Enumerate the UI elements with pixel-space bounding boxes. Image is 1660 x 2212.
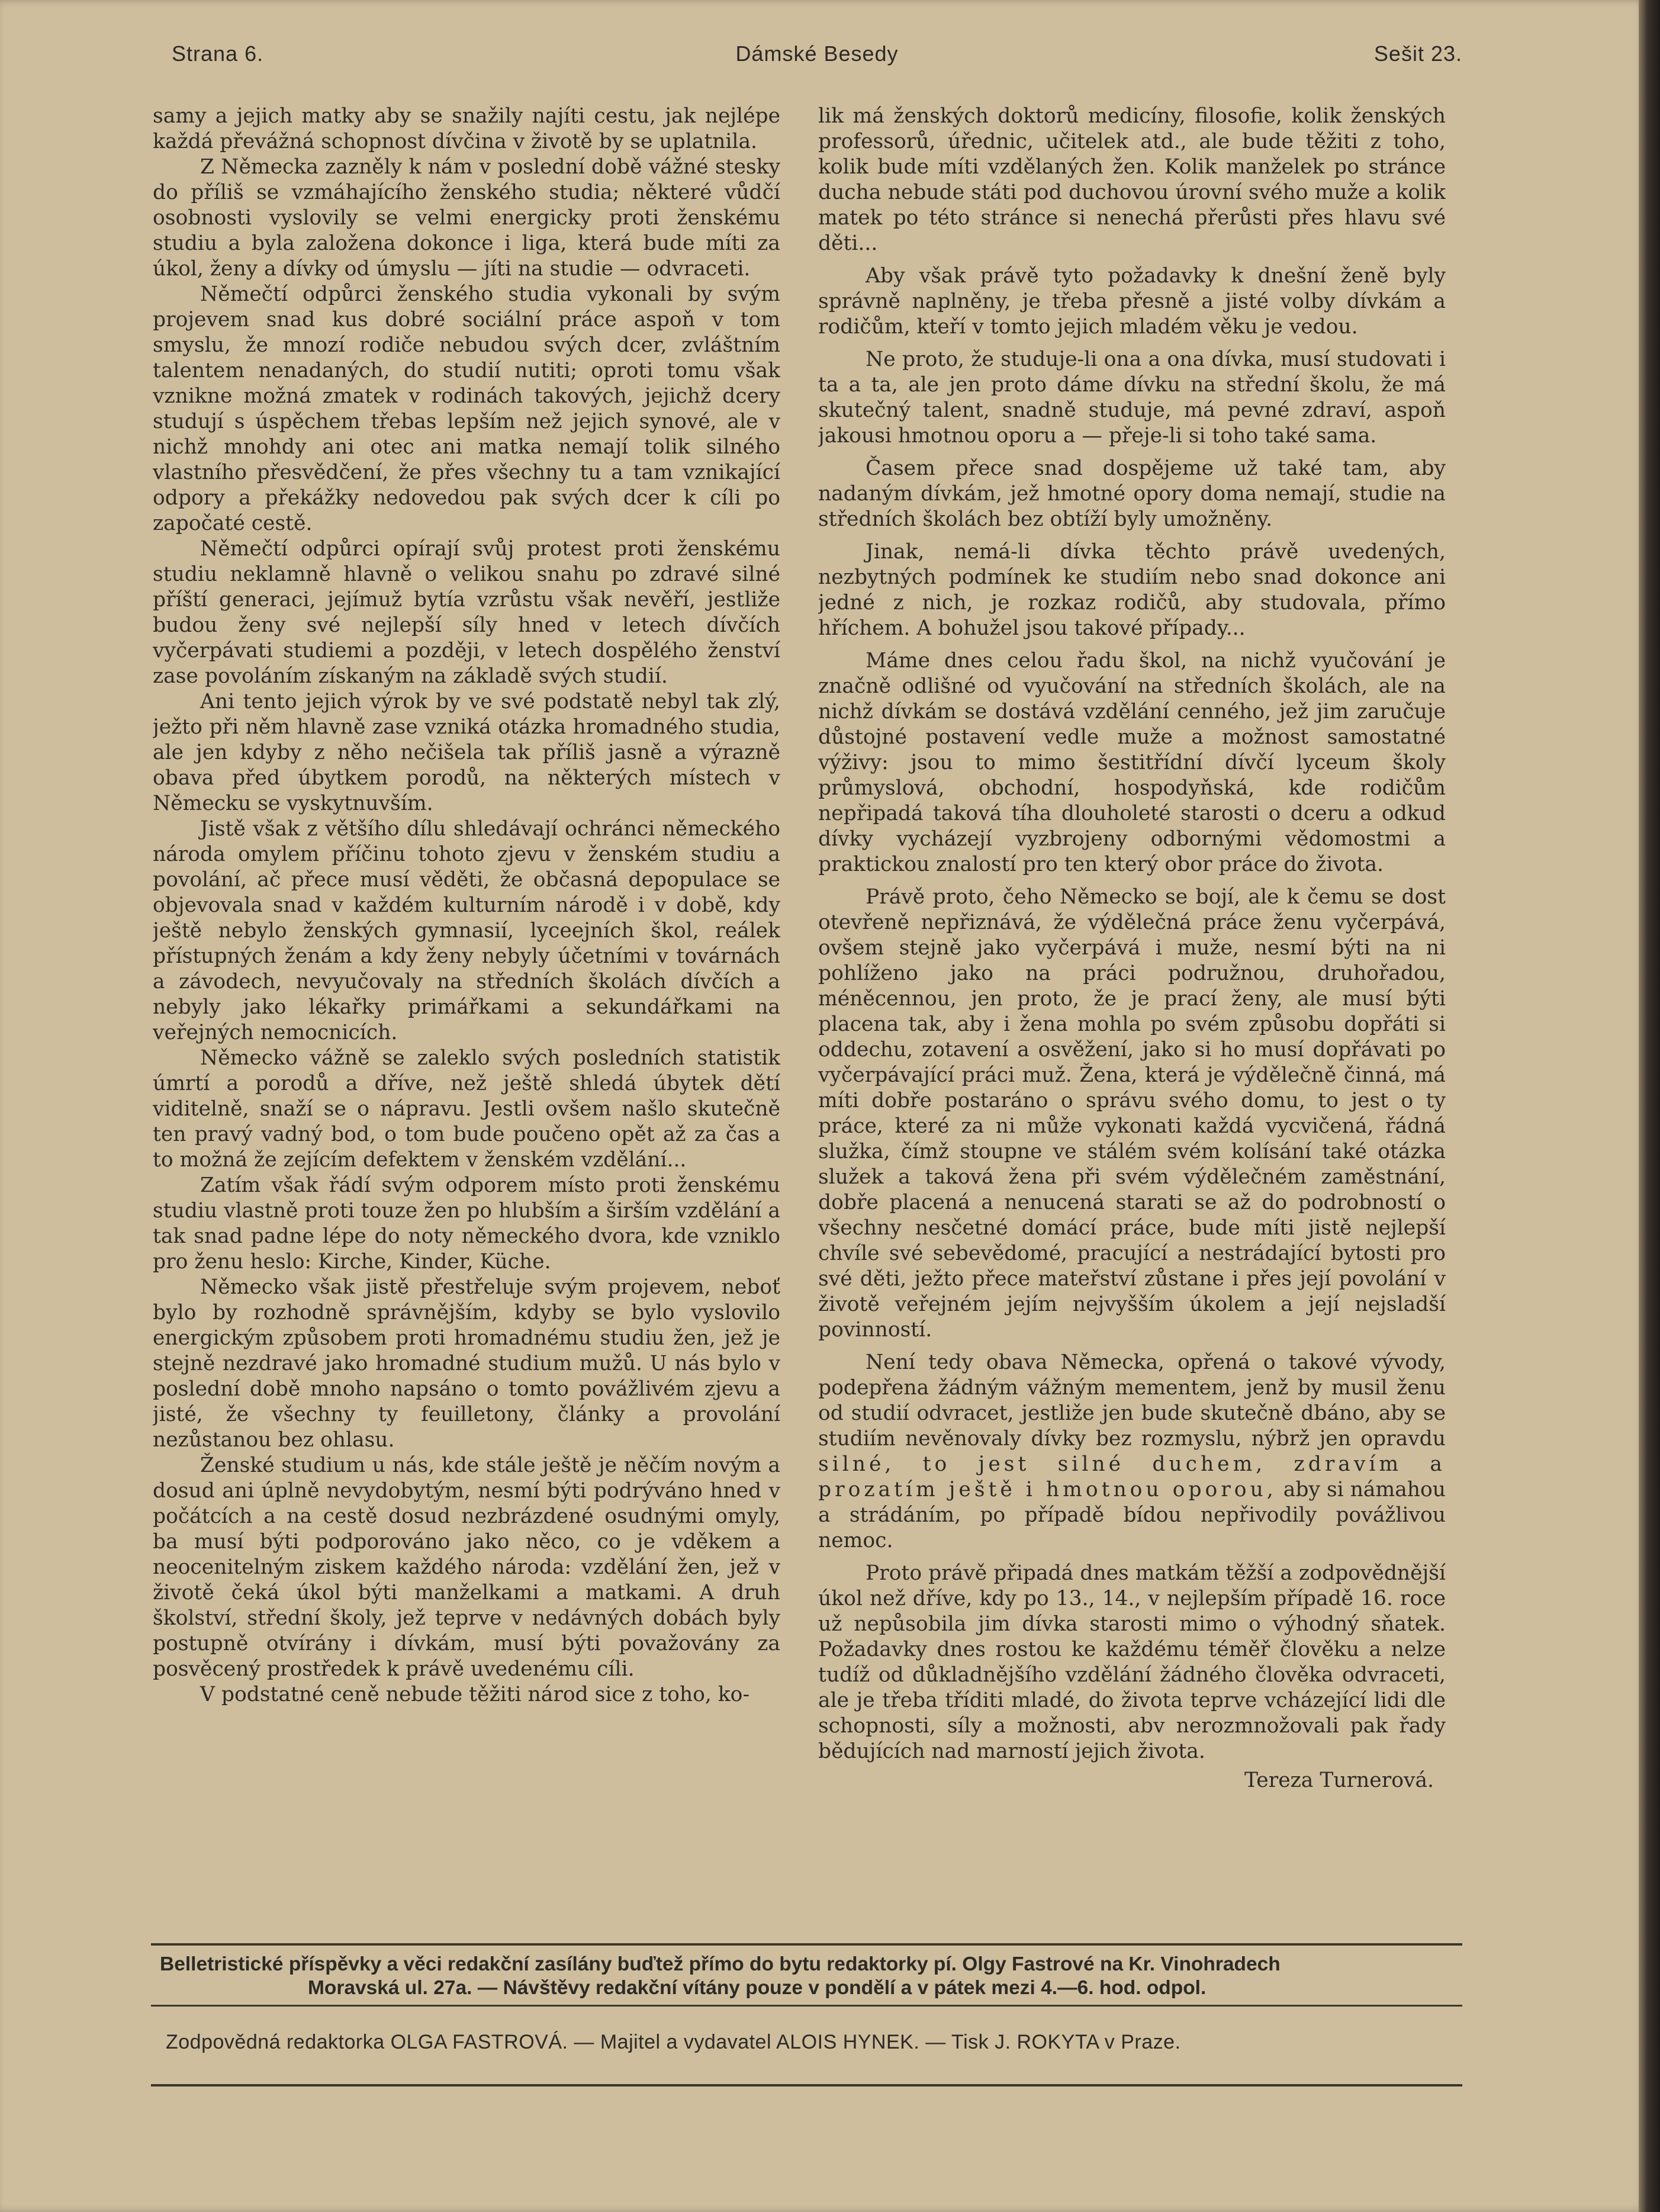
paragraph bbox=[818, 1350, 1446, 1554]
notice-line: Belletristické příspěvky a věci redakční zasílány buďtež přímo do bytu redaktorky pí. Olgy Fastrové na Kr. Vinohradech bbox=[160, 1953, 1281, 1975]
paragraph: Zatím však řádí svým odporem místo proti ženskému studiu vlastně proti touze žen po hlubším a širším vzdělání a tak snad padne lépe do noty německého dvora, kde vzniklo pro ženu heslo: Kirche, Kinder, Küche. bbox=[153, 1173, 780, 1274]
page-header bbox=[172, 41, 1462, 77]
paragraph: Jinak, nemá-li dívka těchto právě uvedených, nezbytných podmínek ke studiím nebo snad dokonce ani jedné z nich, je rozkaz rodičů, aby studovala, přímo hříchem. A bohužel jsou takové případy... bbox=[818, 540, 1446, 640]
page-edge-shadow bbox=[1639, 0, 1660, 2212]
paragraph: Německo vážně se zaleklo svých posledních statistik úmrtí a porodů a dříve, než ještě shledá úbytek dětí viditelně, snaží se o nápravu. Jestli ovšem našlo skutečně ten pravý vadný bod, o tom bude poučeno opět až za čas a to možná že zejícím defektem v ženském vzdělání... bbox=[153, 1046, 780, 1172]
notice-line: Moravská ul. 27a. — Návštěvy redakční vítány pouze v pondělí a v pátek mezi 4.—6. hod. odpol. bbox=[308, 1977, 1207, 1999]
divider bbox=[151, 2005, 1462, 2007]
paragraph: Proto právě připadá dnes matkám těžší a zodpovědnější úkol než dříve, kdy po 13., 14., v nejlepším případě 16. roce už nepůsobila jim dívka starosti mimo o výhodný sňatek. Požadavky dnes rostou ke každému téměř člověku a nelze tudíž od důkladnějšího vzdělání žádného člověka odvraceti, ale je třeba tříditi mladé, do života teprve vcházející lidi dle schopnosti, síly a možnosti, abv nerozmnožovali pak řady bědujících nad marností jejich života. bbox=[818, 1561, 1446, 1763]
magazine-title: Dámské Besedy bbox=[735, 41, 899, 66]
divider bbox=[151, 2084, 1462, 2086]
paragraph: Jistě však z většího dílu shledávají ochránci německého národa omylem příčinu tohoto zjevu v ženském studiu a povolání, ač přece musí věděti, že občasná depopulace se objevovala snad v každém kulturním národě i v době, kdy ještě nebylo ženských gymnasií, lyceejních škol, reálek přístupných ženám a kdy ženy nebyly účetními v továrnách a závodech, nevyučovaly na středních školách dívčích a nebyly jako lékařky primářkami a sekundářkami na veřejných nemocnicích. bbox=[153, 817, 780, 1044]
divider bbox=[151, 1943, 1462, 1946]
issue-number: Sešit 23. bbox=[1373, 41, 1462, 66]
paragraph-text: Není tedy obava Německa, opřená o takové vývody, podepřena žádným vážným mementem, jenž by musil ženu od studií odvracet, jestliže jen bude skutečně dbáno, aby se studiím nevěnovaly dívky bez rozmyslu, nýbrž jen opravdu bbox=[818, 1351, 1446, 1451]
paragraph: V podstatné ceně nebude těžiti národ sice z toho, ko- bbox=[200, 1683, 750, 1706]
author-signature: Tereza Turnerová. bbox=[1244, 1769, 1434, 1792]
paragraph: Máme dnes celou řadu škol, na nichž vyučování je značně odlišné od vyučování na středních školách, ale na nichž dívkám se dostává vzdělání cenného, jež jim zaručuje důstojné postavení vedle muže a možnost samostatné výživy: jsou to mimo šestitřídní dívčí lyceum školy průmyslová, obchodní, hospodyňská, kde rodičům nepřipadá taková tíha dlouholeté starosti o dceru a odkud dívky vycházejí vyzbrojeny odbornými vědomostmi a praktickou znalostí pro ten který obor práce do života. bbox=[818, 649, 1446, 876]
paragraph: Právě proto, čeho Německo se bojí, ale k čemu se dost otevřeně nepřiznává, že výdělečná práce ženu vyčerpává, ovšem stejně jako vyčerpává i muže, nesmí býti na ni pohlíženo jako na práci podružnou, druhořadou, méněcennou, jen proto, že je prací ženy, ale musí býti placena tak, aby i žena mohla po svém způsobu dopřáti si oddechu, zotavení a osvěžení, jako si ho musí dopřávati po vyčerpávající práci muž. Žena, která je výdělečně činná, má míti dobře postaráno o správu svého domu, to jest o ty práce, které za ni může vykonati každá vycvičená, řádná služka, čímž stoupne ve stálém svém kolísání také otázka služek a taková žena při svém výdělečném zaměstnání, dobře placená a nenucená starati se až do podrobností o všechny nesčetné domácí práce, bude míti jistě nejlepší chvíle své sebevědomé, pracující a nestrádající bytosti pro své děti, ježto přece mateřství zůstane i přes její povolání v životě veřejném jejím nejvyšším úkolem a její nejsladší povinností. bbox=[818, 885, 1446, 1342]
paragraph: Aby však právě tyto požadavky k dnešní ženě byly správně naplněny, je třeba přesně a jisté volby dívkám a rodičům, kteří v tomto jejich mladém věku je vedou. bbox=[818, 264, 1446, 339]
paragraph: Němečtí odpůrci opírají svůj protest proti ženskému studiu neklamně hlavně o velikou snahu po zdravé silné příští generaci, jejímuž bytía vzrůstu však nevěří, jestliže budou ženy své nejlepší síly hned v letech dívčích vyčerpávati studiemi a později, v letech dospělého ženství zase povoláním získaným na základě svých studií. bbox=[153, 537, 780, 688]
paragraph: Německo však jistě přestřeluje svým projevem, neboť bylo by rozhodně správnějším, kdyby se bylo vyslovilo energickým způsobem proti hromadnému studiu žen, jež je stejně nezdravé jako hromadné studium mužů. U nás bylo v poslední době mnoho napsáno o tomto povážlivém zjevu a jisté, že všechny ty feuilletony, články a provolání nezůstanou bez ohlasu. bbox=[153, 1275, 780, 1452]
paragraph: Ženské studium u nás, kde stále ještě je něčím novým a dosud ani úplně nevydobytým, nesmí býti podrýváno hned v počátcích a na cestě dosud nezbrázdené osudnými omyly, ba musí býti podporováno jako něco, co je vděkem a neocenitelným ziskem každého národa: vzdělání žen, jež v životě čeká úkol býti manželkami a matkami. A druh školství, střední školy, jež teprve v nedávných dobách byly postupně otvírány i dívkám, musí býti považovány za posvěcený prostředek k právě uvedenému cíli. bbox=[153, 1454, 780, 1681]
paragraph: samy a jejich matky aby se snažily najíti cestu, jak nejlépe každá převážná schopnost dívčina v životě by se uplatnila. bbox=[153, 104, 780, 153]
paragraph: Ani tento jejich výrok by ve své podstatě nebyl tak zlý, ježto při něm hlavně zase vzniká otázka hromadného studia, ale jen kdyby z něho nečišela tak příliš jasně a výrazně obava před úbytkem porodů, na některých místech v Německu se vyskytnuvším. bbox=[153, 690, 780, 815]
paragraph: Časem přece snad dospějeme už také tam, aby nadaným dívkám, jež hmotné opory doma nemají, studie na středních školách bez obtíží byly umožněny. bbox=[818, 456, 1446, 531]
paragraph: Němečtí odpůrci ženského studia vykonali by svým projevem snad kus dobré sociální práce aspoň v tom smyslu, že mnozí rodiče nebudou svých dcer, zvláštním talentem nenadaných, do studií nutiti; oproti tomu však vznikne možná zmatek v rodinách takových, jejichž dcery studují s úspěchem třebas lepším než jejich synové, ale v nichž mnohdy ani otec ani matka nemají tolik silného vlastního přesvědčení, že přes všechny tu a tam vznikající odpory a překážky nedovedou pak svých dcer k cíli po započaté cestě. bbox=[153, 282, 780, 535]
imprint: Zodpovědná redaktorka OLGA FASTROVÁ. — Majitel a vydavatel ALOIS HYNEK. — Tisk J. ROKYTA v Praze. bbox=[166, 2031, 1181, 2053]
paragraph: Z Německa zazněly k nám v poslední době vážné stesky do příliš se vzmáhajícího ženského studia; některé vůdčí osobnosti vyslovily se velmi energicky proti ženskému studiu a byla založena dokonce i liga, která bude míti za úkol, ženy a dívky od úmyslu — jíti na studie — odvraceti. bbox=[153, 155, 780, 281]
left-column bbox=[153, 104, 780, 1915]
paragraph: Ne proto, že studuje-li ona a ona dívka, musí studovati i ta a ta, ale jen proto dáme dívku na střední školu, že má skutečný talent, snadně studuje, má pevné zdraví, aspoň jakousi hmotnou oporu a — přeje-li si toho také sama. bbox=[818, 348, 1446, 448]
paragraph-text: aby si námahou a strádáním, po případě bídou nepřivodily povážlivou nemoc. bbox=[818, 1478, 1446, 1552]
page-number: Strana 6. bbox=[172, 41, 264, 66]
editorial-notice bbox=[160, 1953, 1462, 2000]
emphasized-text: silné, to jest silné duchem, zdravím a prozatím ještě i hmotnou oporou, bbox=[818, 1452, 1446, 1502]
paragraph: lik má ženských doktorů medicíny, filosofie, kolik ženských professorů, úřednic, učitelek atd., ale bude těžiti z toho, kolik bude míti vzdělaných žen. Kolik manželek po stránce ducha nebude státi pod duchovou úrovní svého muže a kolik matek po této stránce si nenechá přerůsti přes hlavu své děti... bbox=[818, 104, 1446, 255]
right-column bbox=[818, 104, 1446, 1915]
